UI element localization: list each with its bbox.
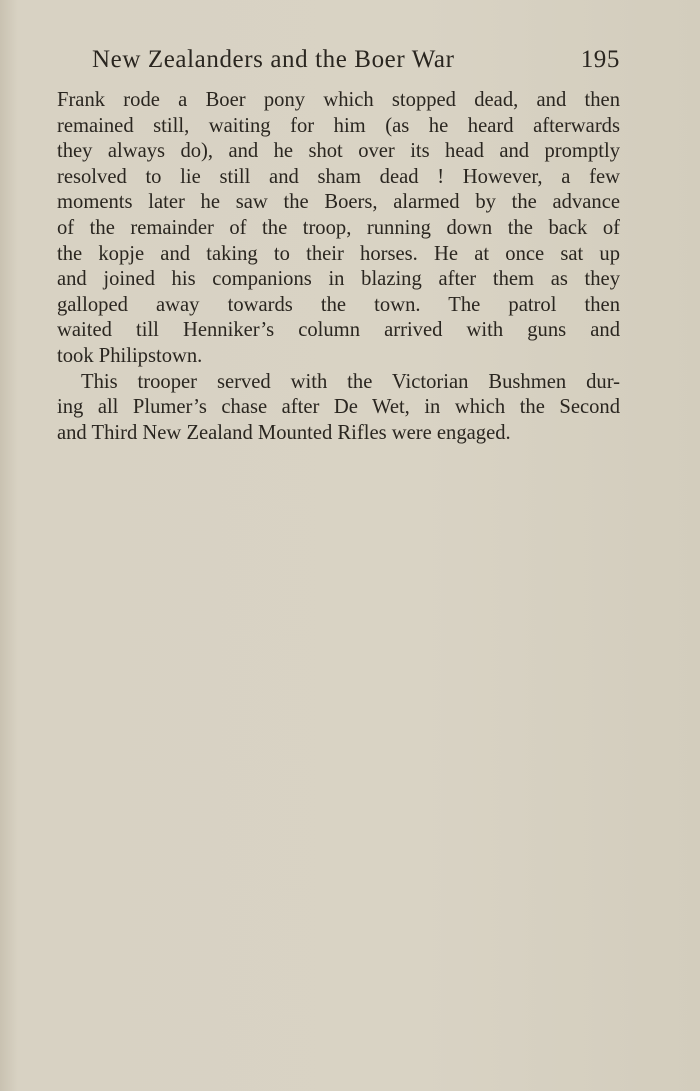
text-line: remained still, waiting for him (as he heard afterwards: [57, 114, 620, 137]
running-head: [92, 40, 620, 80]
paragraph-2: [57, 370, 620, 447]
text-line: the kopje and taking to their horses. He at once sat up: [57, 242, 620, 265]
text-line: ing all Plumer’s chase after De Wet, in which the Second: [57, 396, 620, 419]
text-line: they always do), and he shot over its head and promptly: [57, 140, 620, 163]
page-number: 195: [580, 46, 620, 73]
text-line: Frank rode a Boer pony which stopped dead, and then: [57, 89, 620, 111]
text-line: galloped away towards the town. The patrol then: [57, 293, 620, 316]
text-line: resolved to lie still and sham dead ! However, a few: [57, 165, 620, 188]
paragraph-1: [57, 88, 620, 370]
text-line: waited till Henniker’s column arrived with guns and: [57, 319, 620, 342]
body-text: [57, 88, 620, 446]
text-line: of the remainder of the troop, running down the back of: [57, 216, 620, 239]
text-line: took Philipstown.: [57, 344, 203, 367]
text-line: and joined his companions in blazing after them as they: [57, 268, 620, 291]
text-line: moments later he saw the Boers, alarmed by the advance: [57, 191, 620, 214]
running-head-title: New Zealanders and the Boer War: [92, 46, 455, 73]
text-line: and Third New Zealand Mounted Rifles were engaged.: [57, 421, 511, 444]
text-line: This trooper served with the Victorian Bushmen dur-: [81, 370, 620, 393]
